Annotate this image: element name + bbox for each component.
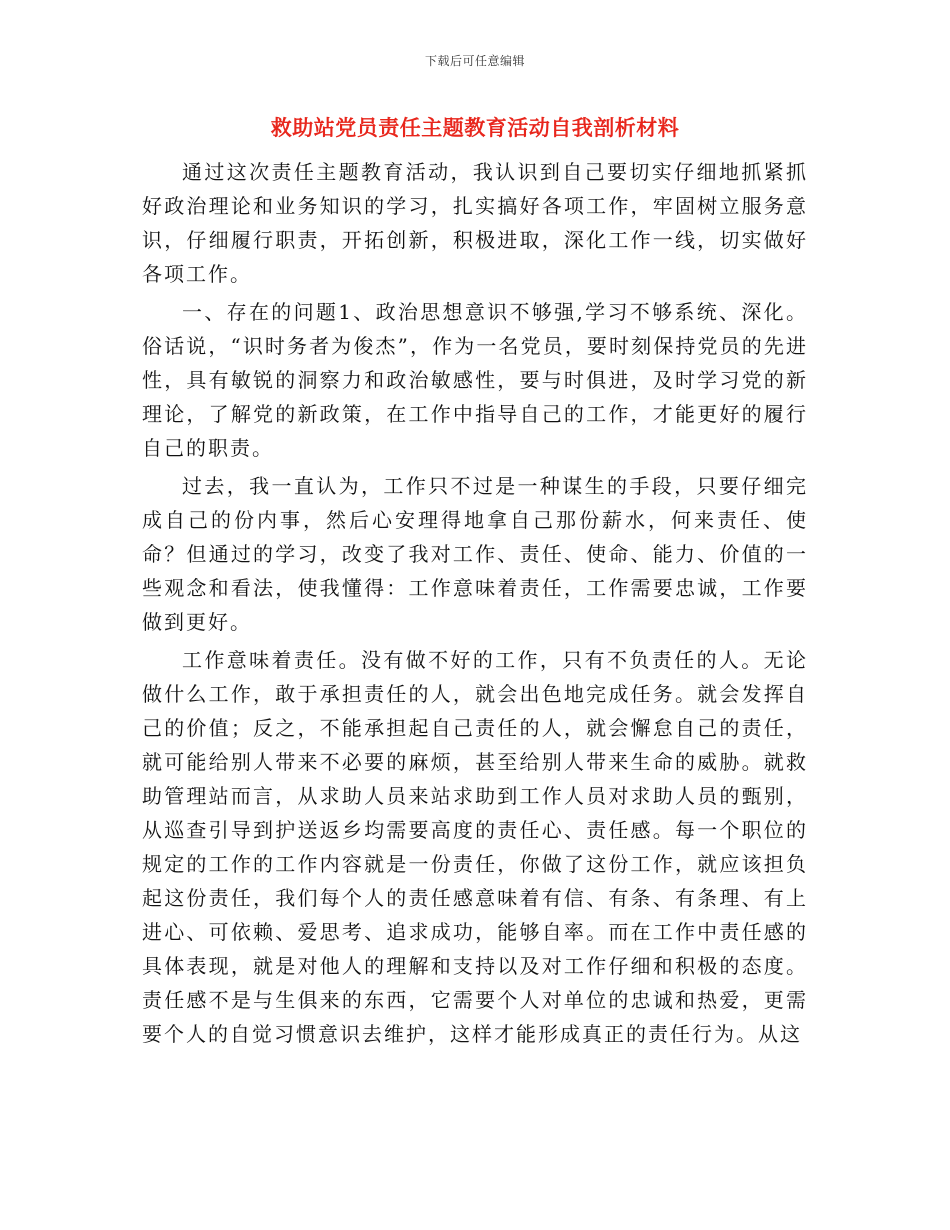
- document-body: [142, 155, 808, 1055]
- header-note: 下载后可任意编辑: [424, 54, 525, 68]
- paragraph: 通过这次责任主题教育活动，我认识到自己要切实仔细地抓紧抓好政治理论和业务知识的学习，扎实搞好各项工作，牢固树立服务意识，仔细履行职责，开拓创新，积极进取，深化工作一线，切实做好各项工作。: [142, 160, 808, 286]
- document-title: 救助站党员责任主题教育活动自我剖析材料: [270, 116, 680, 140]
- paragraph: 一、存在的问题1、政治思想意识不够强,学习不够系统、深化。俗话说，“识时务者为俊杰”，作为一名党员，要时刻保持党员的先进性，具有敏锐的洞察力和政治敏感性，要与时俱进，及时学习党的新理论，了解党的新政策，在工作中指导自己的工作，才能更好的履行自己的职责。: [142, 300, 808, 460]
- paragraph: 工作意味着责任。没有做不好的工作，只有不负责任的人。无论做什么工作，敢于承担责任的人，就会出色地完成任务。就会发挥自己的价值；反之，不能承担起自己责任的人，就会懈怠自己的责任，就可能给别人带来不必要的麻烦，甚至给别人带来生命的威胁。就救助管理站而言，从求助人员来站求助到工作人员对求助人员的甄别，从巡查引导到护送返乡均需要高度的责任心、责任感。每一个职位的规定的工作的工作内容就是一份责任，你做了这份工作，就应该担负起这份责任，我们每个人的责任感意味着有信、有条、有条理、有上进心、可依赖、爱思考、追求成功，能够自率。而在工作中责任感的具体表现，就是对他人的理解和支持以及对工作仔细和积极的态度。责任感不是与生俱来的东西，它需要个人对单位的忠诚和热爱，更需要个人的自觉习惯意识去维护，这样才能形成真正的责任行为。从这: [142, 648, 808, 1046]
- paragraph: 过去，我一直认为，工作只不过是一种谋生的手段，只要仔细完成自己的份内事，然后心安理得地拿自己那份薪水，何来责任、使命？但通过的学习，改变了我对工作、责任、使命、能力、价值的一些观念和看法，使我懂得：工作意味着责任，工作需要忠诚，工作要做到更好。: [142, 474, 808, 634]
